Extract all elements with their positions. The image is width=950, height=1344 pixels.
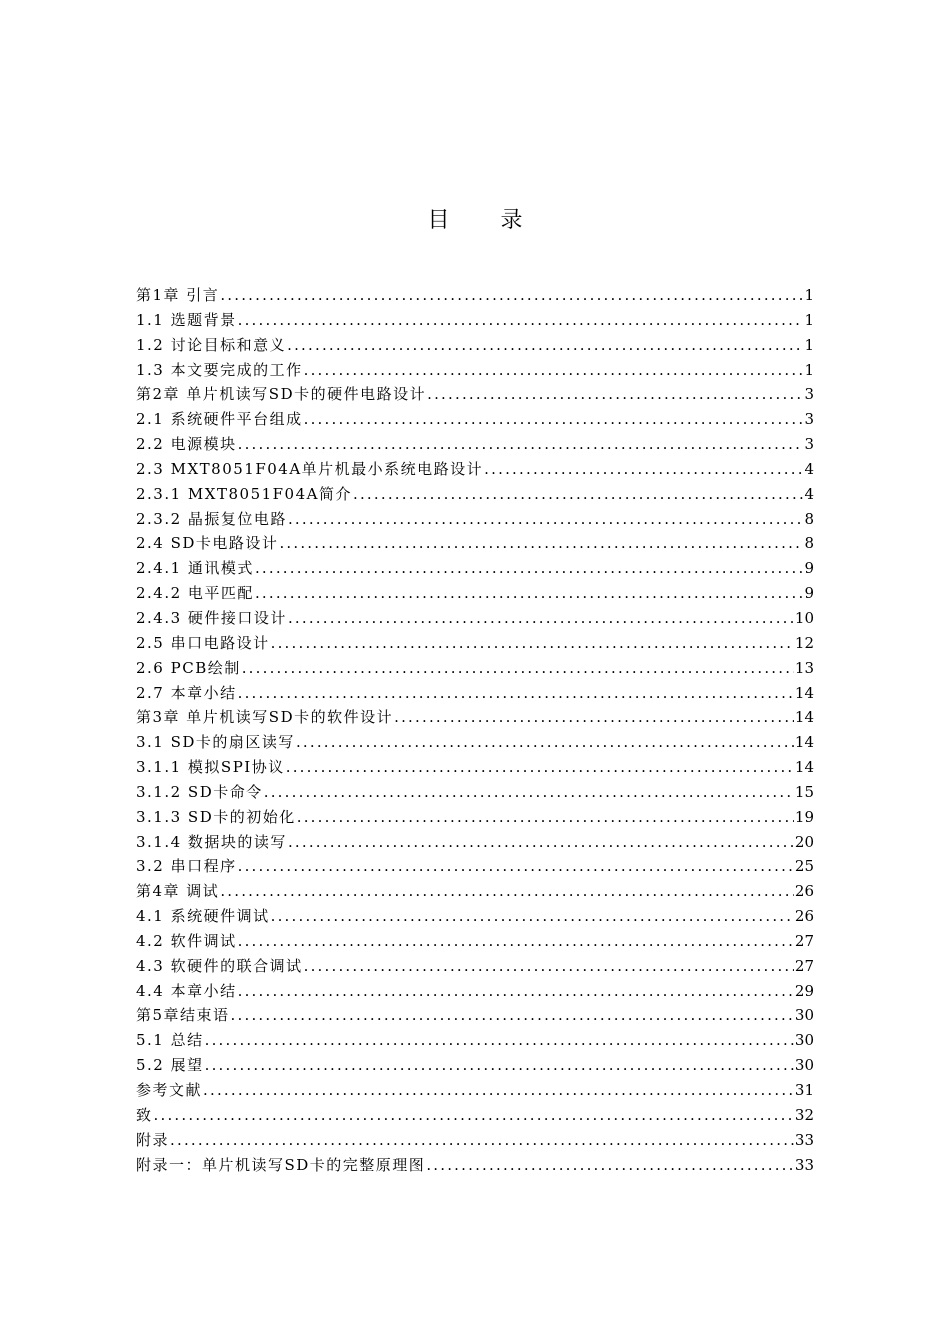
- toc-entry-label: 2.2 电源模块: [136, 435, 237, 454]
- toc-dot-leader: [231, 1003, 794, 1028]
- toc-dot-leader: [353, 482, 803, 507]
- toc-entry-page: 14: [794, 758, 814, 777]
- toc-entry-label: 附录一：单片机读写SD卡的完整原理图: [136, 1155, 426, 1174]
- toc-dot-leader: [264, 780, 794, 805]
- toc-entry-label: 2.5 串口电路设计: [136, 633, 270, 652]
- toc-entry: [136, 606, 814, 631]
- toc-entry: [136, 556, 814, 581]
- toc-dot-leader: [484, 457, 803, 482]
- toc-entry-label: 2.3 MXT8051F04A单片机最小系统电路设计: [136, 459, 484, 478]
- toc-entry: [136, 755, 814, 780]
- toc-entry-page: 14: [794, 708, 814, 727]
- toc-dot-leader: [220, 283, 803, 308]
- toc-entry-label: 第4章 调试: [136, 882, 220, 901]
- toc-entry: [136, 929, 814, 954]
- toc-dot-leader: [279, 531, 803, 556]
- toc-entry-page: 1: [804, 310, 814, 329]
- toc-entry: [136, 482, 814, 507]
- toc-entry-page: 30: [794, 1031, 814, 1050]
- toc-entry-page: 30: [794, 1006, 814, 1025]
- toc-entry-page: 32: [794, 1105, 814, 1124]
- toc-entry: [136, 979, 814, 1004]
- toc-dot-leader: [271, 631, 794, 656]
- toc-entry-label: 2.4.3 硬件接口设计: [136, 608, 287, 627]
- toc-dot-leader: [304, 407, 804, 432]
- toc-entry-label: 2.4.2 电平匹配: [136, 584, 254, 603]
- toc-entry-label: 4.4 本章小结: [136, 981, 237, 1000]
- toc-entry-page: 9: [804, 584, 814, 603]
- toc-entry-label: 第2章 单片机读写SD卡的硬件电路设计: [136, 385, 427, 404]
- toc-entry-page: 25: [794, 857, 814, 876]
- toc-entry-label: 2.3.2 晶振复位电路: [136, 509, 287, 528]
- toc-entry-label: 第5章结束语: [136, 1006, 230, 1025]
- toc-entry: [136, 879, 814, 904]
- toc-entry-page: 3: [804, 385, 814, 404]
- toc-entry-label: 3.1.1 模拟SPI协议: [136, 758, 285, 777]
- toc-entry-page: 33: [794, 1130, 814, 1149]
- toc-entry-page: 12: [794, 633, 814, 652]
- toc-dot-leader: [426, 1153, 794, 1178]
- toc-dot-leader: [288, 830, 794, 855]
- toc-entry-label: 3.2 串口程序: [136, 857, 237, 876]
- toc-entry-label: 3.1.4 数据块的读写: [136, 832, 287, 851]
- toc-entry-label: 3.1 SD卡的扇区读写: [136, 733, 295, 752]
- toc-dot-leader: [170, 1128, 794, 1153]
- toc-dot-leader: [205, 1053, 794, 1078]
- toc-dot-leader: [296, 730, 794, 755]
- toc-entry-page: 14: [794, 733, 814, 752]
- toc-dot-leader: [287, 333, 803, 358]
- toc-entry: [136, 904, 814, 929]
- toc-dot-leader: [220, 879, 794, 904]
- toc-dot-leader: [238, 979, 794, 1004]
- toc-entry-page: 14: [794, 683, 814, 702]
- toc-entry: [136, 1028, 814, 1053]
- toc-entry: [136, 432, 814, 457]
- toc-entry: [136, 631, 814, 656]
- toc-entry: [136, 1128, 814, 1153]
- toc-dot-leader: [242, 656, 794, 681]
- toc-entry-page: 3: [804, 410, 814, 429]
- toc-entry: [136, 1153, 814, 1178]
- toc-entry-label: 第3章 单片机读写SD卡的软件设计: [136, 708, 394, 727]
- toc-entry: [136, 581, 814, 606]
- toc-entry: [136, 730, 814, 755]
- toc-entry-page: 8: [804, 509, 814, 528]
- toc-entry-page: 10: [794, 608, 814, 627]
- toc-dot-leader: [304, 954, 794, 979]
- toc-dot-leader: [297, 805, 794, 830]
- toc-entry-page: 9: [804, 559, 814, 578]
- toc-entry-label: 2.4.1 通讯模式: [136, 559, 254, 578]
- toc-entry-label: 参考文献: [136, 1081, 203, 1099]
- toc-dot-leader: [238, 681, 794, 706]
- toc-entry-label: 1.1 选题背景: [136, 310, 237, 329]
- toc-entry-page: 13: [794, 658, 814, 677]
- toc-entry-page: 4: [804, 459, 814, 478]
- toc-entry: [136, 830, 814, 855]
- toc-entry-label: 5.1 总结: [136, 1031, 204, 1050]
- toc-entry: [136, 954, 814, 979]
- toc-dot-leader: [288, 606, 794, 631]
- toc-entry: [136, 705, 814, 730]
- toc-dot-leader: [304, 358, 804, 383]
- toc-entry: [136, 358, 814, 383]
- toc-entry-label: 2.7 本章小结: [136, 683, 237, 702]
- toc-entry-page: 33: [794, 1155, 814, 1174]
- toc-entry-label: 1.2 讨论目标和意义: [136, 335, 287, 354]
- toc-entry-label: 2.6 PCB绘制: [136, 658, 241, 677]
- toc-entry-label: 2.3.1 MXT8051F04A简介: [136, 484, 352, 503]
- toc-dot-leader: [427, 382, 803, 407]
- toc-dot-leader: [238, 854, 794, 879]
- toc-dot-leader: [205, 1028, 794, 1053]
- toc-entry-page: 27: [794, 931, 814, 950]
- toc-entry-page: 26: [794, 907, 814, 926]
- toc-entry-label: 5.2 展望: [136, 1056, 204, 1075]
- toc-dot-leader: [286, 755, 794, 780]
- toc-entry-label: 1.3 本文要完成的工作: [136, 360, 303, 379]
- toc-entry: [136, 507, 814, 532]
- toc-entry-label: 4.1 系统硬件调试: [136, 907, 270, 926]
- toc-entry-page: 31: [794, 1081, 814, 1099]
- toc-entry-page: 8: [804, 534, 814, 553]
- toc-entry-page: 1: [804, 335, 814, 354]
- toc-entry-label: 2.4 SD卡电路设计: [136, 534, 279, 553]
- toc-entry: [136, 382, 814, 407]
- toc-dot-leader: [271, 904, 794, 929]
- toc-entry-page: 1: [804, 286, 814, 304]
- toc-entry: [136, 407, 814, 432]
- toc-entry-label: 3.1.3 SD卡的初始化: [136, 807, 296, 826]
- toc-entry: [136, 854, 814, 879]
- toc-entry-label: 附录: [136, 1130, 170, 1149]
- toc-entry-label: 2.1 系统硬件平台组成: [136, 410, 303, 429]
- toc-dot-leader: [238, 308, 804, 333]
- toc-entry: [136, 1103, 814, 1128]
- toc-entry-page: 26: [794, 882, 814, 901]
- page-title: 目 录: [427, 208, 545, 233]
- table-of-contents: [136, 283, 814, 1177]
- toc-dot-leader: [394, 705, 794, 730]
- toc-entry-page: 15: [794, 782, 814, 801]
- toc-entry: [136, 805, 814, 830]
- toc-entry: [136, 780, 814, 805]
- toc-entry-page: 29: [794, 981, 814, 1000]
- toc-entry-page: 20: [794, 832, 814, 851]
- toc-entry: [136, 283, 814, 308]
- toc-entry: [136, 1003, 814, 1028]
- toc-entry: [136, 457, 814, 482]
- toc-dot-leader: [238, 929, 794, 954]
- toc-entry: [136, 333, 814, 358]
- toc-entry: [136, 656, 814, 681]
- toc-entry-page: 4: [804, 484, 814, 503]
- toc-entry-label: 3.1.2 SD卡命令: [136, 782, 263, 801]
- toc-entry-page: 19: [794, 807, 814, 826]
- toc-entry-page: 30: [794, 1056, 814, 1075]
- toc-dot-leader: [255, 556, 804, 581]
- toc-dot-leader: [255, 581, 804, 606]
- toc-dot-leader: [238, 432, 804, 457]
- toc-dot-leader: [154, 1103, 794, 1128]
- toc-entry-label: 4.3 软硬件的联合调试: [136, 956, 303, 975]
- toc-entry-page: 3: [804, 435, 814, 454]
- toc-entry-page: 27: [794, 956, 814, 975]
- toc-entry: [136, 1078, 814, 1103]
- toc-entry: [136, 308, 814, 333]
- toc-dot-leader: [203, 1078, 794, 1103]
- toc-entry-label: 第1章 引言: [136, 286, 220, 304]
- toc-entry-page: 1: [804, 360, 814, 379]
- toc-entry-label: 4.2 软件调试: [136, 931, 237, 950]
- toc-entry: [136, 531, 814, 556]
- toc-entry: [136, 1053, 814, 1078]
- toc-entry-label: 致: [136, 1105, 153, 1124]
- toc-dot-leader: [288, 507, 804, 532]
- toc-entry: [136, 681, 814, 706]
